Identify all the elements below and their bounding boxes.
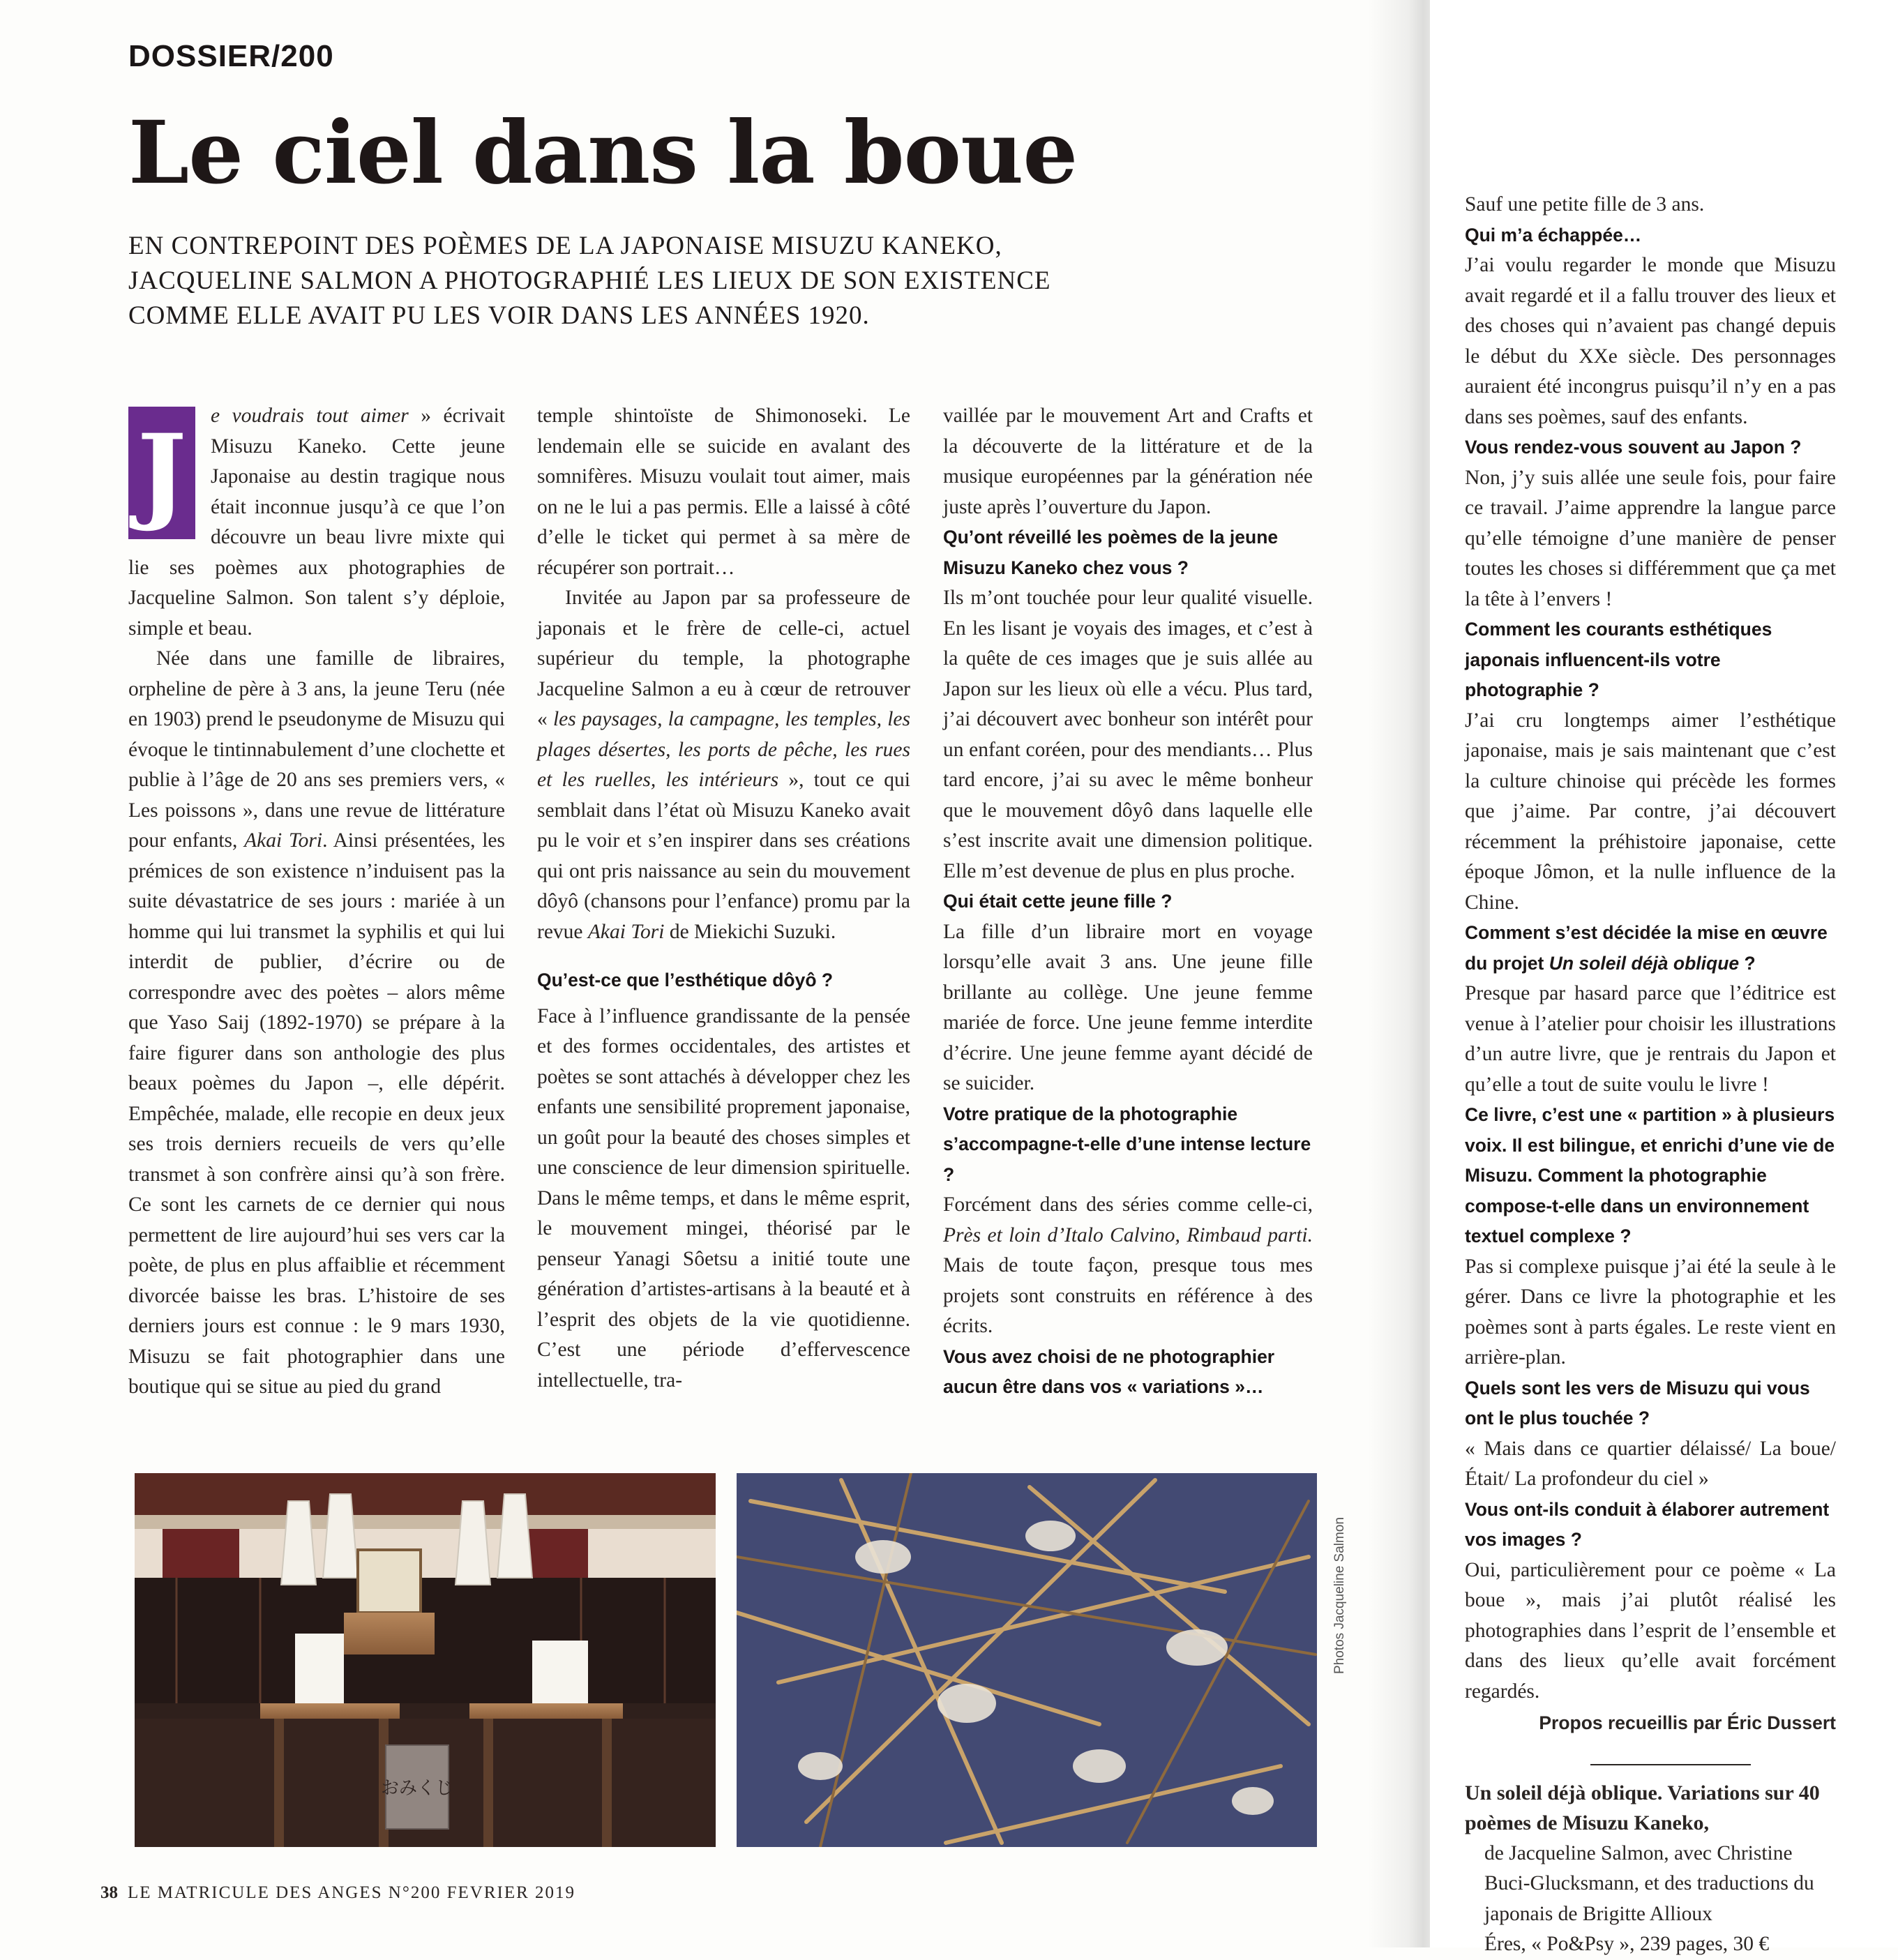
interview-question: Qui était cette jeune fille ? <box>943 891 1173 912</box>
question-text: ? <box>1739 952 1756 974</box>
body-italic: les paysages, la campagne, les temples, les plages désertes, les ports de pêche, les rues et les ruelles, les intérieurs <box>537 708 911 791</box>
interview-question: Vous rendez-vous souvent au Japon ? <box>1465 437 1802 458</box>
section-rubric: DOSSIER/200 <box>128 39 334 73</box>
text-column-3 <box>943 401 1313 1403</box>
interview-answer: J’ai voulu regarder le monde que Misuzu avait regardé et il a fallu trouver des lieux et des choses qui n’avaient pas changé depuis le début du XXe siècle. Des personnages auraient été incongrus puisqu’il n’y en a pas dans ses poèmes, sauf des enfants. <box>1465 254 1836 428</box>
body-text: », tout ce qui semblait dans l’état où Misuzu Kaneko avait pu le voir et s’en inspirer dans ses créations qui ont pris naissance au sein du mouvement dôyô (chansons pour l’enfance) promu par la revue <box>537 769 910 943</box>
interview-question: Quels sont les vers de Misuzu qui vous ont le plus touchée ? <box>1465 1377 1810 1428</box>
body-text: Invitée au Japon par sa professeure de japonais et le frère de celle-ci, actuel supérieur du temple, la photographe Jacqueline Salmon a eu à cœur de retrouver « <box>537 587 910 730</box>
subheading: Qu’est-ce que l’esthétique dôyô ? <box>537 970 834 990</box>
interview-signature: Propos recueillis par Éric Dussert <box>1539 1712 1836 1733</box>
photo-shrine-offering <box>135 1473 716 1847</box>
interview-answer: J’ai cru longtemps aimer l’esthétique japonaise, mais je sais maintenant que c’est la culture chinoise qui précède les formes que j’aime. Par contre, j’ai découvert récemment la préhistoire japonaise, cette époque Jômon, et la nulle influence de la Chine. <box>1465 709 1836 914</box>
interview-answer: Oui, particulièrement pour ce poème « La boue », mais j’ai plutôt réalisé les photographies dans l’esprit de l’ensemble et dans des lieux qu’elle avait forcément regardés. <box>1465 1558 1836 1703</box>
intro-text: » écrivait Misuzu Kaneko. Cette jeune Japonaise au destin tragique nous était inconnue jusqu’à ce que l’on découvre un beau livre mixte qui lie ses poèmes aux photographies de Jacqueline Salmon. Son talent s’y déploie, simple et beau. <box>128 405 505 640</box>
body-text: . Ainsi présentées, les prémices de son existence n’induisent pas la suite dévastatrice de ses jours : mariée à un homme qui lui transmet la syphilis et qui lui interdit de publier, d’écrire ou de correspondre avec des poètes – alors même que Yaso Saij (1892-1970) se prépare à la faire figurer dans son anthologie des plus beaux poèmes du Japon –, elle dépérit. Empêchée, malade, elle recopie en deux jeux ses trois derniers recueils de vers qu’elle transmet à son confrère ainsi qu’à son frère. Ce sont les carnets de ce dernier qui nous permettent de lire aujourd’hui ses vers car la poète, de plus en plus affaiblie et récemment divorcée baisse les bras. L’histoire de ses derniers jours est connue : le 9 mars 1930, Misuzu se fait photographier dans une boutique qui se situe au pied du grand <box>128 829 505 1398</box>
interview-question: Qui m’a échappée… <box>1465 224 1642 246</box>
answer-text: Mais de toute façon, presque tous mes projets sont construits en référence à des écrits. <box>943 1254 1313 1337</box>
body-italic: Akai Tori <box>244 829 323 852</box>
book-title: Un soleil déjà oblique. Variations sur 40 poèmes de Misuzu Kaneko, <box>1465 1781 1820 1834</box>
question-text: Comment s’est décidée la mise en œuvre du projet <box>1465 922 1828 974</box>
body-paragraph <box>128 644 505 1403</box>
answer-italic: Près et loin d’Italo Calvino, Rimbaud parti. <box>943 1223 1313 1246</box>
article-deck <box>128 229 1091 333</box>
interview-answer: Pas si complexe puisque j’ai été la seule à le gérer. Dans ce livre la photographie et les poèmes sont à parts égales. Le reste vient en arrière-plan. <box>1465 1255 1836 1369</box>
interview-question: Qu’ont réveillé les poèmes de la jeune Misuzu Kaneko chez vous ? <box>943 527 1279 578</box>
divider-rule <box>1590 1764 1751 1765</box>
drop-cap: J <box>128 407 195 539</box>
interview-answer: « Mais dans ce quartier délaissé/ La boue/ Était/ La profondeur du ciel » <box>1465 1437 1836 1490</box>
interview-question: Comment les courants esthétiques japonais influencent-ils votre photographie ? <box>1465 619 1772 700</box>
interview-answer: La fille d’un libraire mort en voyage lorsqu’elle avait 3 ans. Une jeune fille brillante au collège. Une jeune femme mariée de force. Une jeune femme interdite d’écrire. Une jeune femme ayant décidé de se suicider. <box>943 920 1313 1094</box>
magazine-issue: LE MATRICULE DES ANGES N°200 FEVRIER 2019 <box>128 1883 576 1902</box>
shrine-illustration <box>135 1473 716 1847</box>
interview-question: Votre pratique de la photographie s’accompagne-t-elle d’une intense lecture ? <box>943 1103 1311 1185</box>
reeds-illustration <box>737 1473 1317 1847</box>
intro-quote: e voudrais tout aimer <box>211 405 409 427</box>
interview-answer <box>943 1190 1313 1342</box>
body-italic: Akai Tori <box>587 920 665 943</box>
interview-answer: Sauf une petite fille de 3 ans. <box>1465 193 1705 216</box>
question-italic: Un soleil déjà oblique <box>1549 952 1740 974</box>
intro-paragraph <box>128 401 505 644</box>
interview-question <box>1465 918 1836 979</box>
page-number: 38 <box>100 1883 118 1902</box>
interview-question: Ce livre, c’est une « partition » à plusieurs voix. Il est bilingue, et enrichi d’une vie de Misuzu. Comment la photographie compose-t-elle dans un environnement textuel complexe ? <box>1465 1104 1835 1246</box>
deck-line: JACQUELINE SALMON A PHOTOGRAPHIÉ LES LIEUX DE SON EXISTENCE <box>128 266 1051 295</box>
interview-answer: Presque par hasard parce que l’éditrice est venue à l’atelier pour choisir les illustrations d’un autre livre, que je rentrais du Japon et qu’elle a tout de suite voulu le livre ! <box>1465 982 1836 1096</box>
interview-question: Vous avez choisi de ne photographier aucun être dans vos « variations »… <box>943 1345 1275 1397</box>
body-text: de Miekichi Suzuki. <box>664 920 836 943</box>
deck-line: EN CONTREPOINT DES POÈMES DE LA JAPONAISE MISUZU KANEKO, <box>128 232 1002 260</box>
text-column-1 <box>128 401 505 1403</box>
text-column-2 <box>537 401 910 1396</box>
body-paragraph: vaillée par le mouvement Art and Crafts et la découverte de la littérature et de la musique européennes par la génération née juste après l’ouverture du Japon. <box>943 405 1313 518</box>
body-text: Née dans une famille de libraires, orpheline de père à 3 ans, la jeune Teru (née en 1903) prend le pseudonyme de Misuzu qui évoque le tintinnabulement d’une clochette et publie à l’âge de 20 ans ses premiers vers, « Les poissons », dans une revue de littérature pour enfants, <box>128 647 505 852</box>
interview-answer: Non, j’y suis allée une seule fois, pour faire ce travail. J’aime apprendre la langue parce qu’elle témoigne d’une manière de penser toutes les choses si différemment que ça met la tête à l’envers ! <box>1465 466 1836 610</box>
book-publisher: Éres, « Po&Psy », 239 pages, 30 € <box>1484 1933 1770 1955</box>
interview-answer: Ils m’ont touchée pour leur qualité visuelle. En les lisant je voyais des images, et c’est à la quête de ces images que je suis allée au Japon sur les lieux où elle a vécu. Plus tard, j’ai découvert avec bonheur son intérêt pour un enfant coréen, pour des mendiants… Plus tard encore, j’ai su avec le même bonheur que le mouvement dôyô dans laquelle elle s’est inscrite avait une dimension politique. Elle m’est devenue de plus en plus proche. <box>943 587 1313 882</box>
page-footer <box>100 1883 575 1903</box>
text-column-4 <box>1465 190 1836 1960</box>
photo-reeds-water <box>737 1473 1317 1847</box>
answer-text: Forcément dans des séries comme celle-ci, <box>943 1193 1313 1216</box>
deck-line: COMME ELLE AVAIT PU LES VOIR DANS LES ANNÉES 1920. <box>128 301 870 330</box>
article-headline: Le ciel dans la boue <box>128 103 1078 204</box>
body-paragraph: Face à l’influence grandissante de la pensée et des formes occidentales, des artistes et poètes se sont attachés à développer chez les enfants une sensibilité proprement japonaise, un goût pour la beauté des choses simples et une conscience de leur dimension spirituelle. Dans le même temps, et dans le même esprit, le mouvement mingei, théorisé par le penseur Yanagi Sôetsu a initié toute une génération d’artistes-artisans à la beauté et à l’esprit des objets de la vie quotidienne. C’est une période d’effervescence intellectuelle, tra- <box>537 1004 910 1392</box>
body-paragraph <box>537 583 910 947</box>
body-paragraph: temple shintoïste de Shimonoseki. Le lendemain elle se suicide en avalant des somnifères. Misuzu voulait tout aimer, mais on ne le lui a pas permis. Elle a laissé à côté d’elle le ticket qui permet à sa mère de récupérer son portrait… <box>537 405 910 579</box>
book-credits: de Jacqueline Salmon, avec Christine Buci-Glucksmann, et des traductions du japonais de Brigitte Allioux <box>1484 1841 1814 1925</box>
photo-credit: Photos Jacqueline Salmon <box>1332 1517 1347 1674</box>
interview-question: Vous ont-ils conduit à élaborer autrement vos images ? <box>1465 1498 1830 1550</box>
